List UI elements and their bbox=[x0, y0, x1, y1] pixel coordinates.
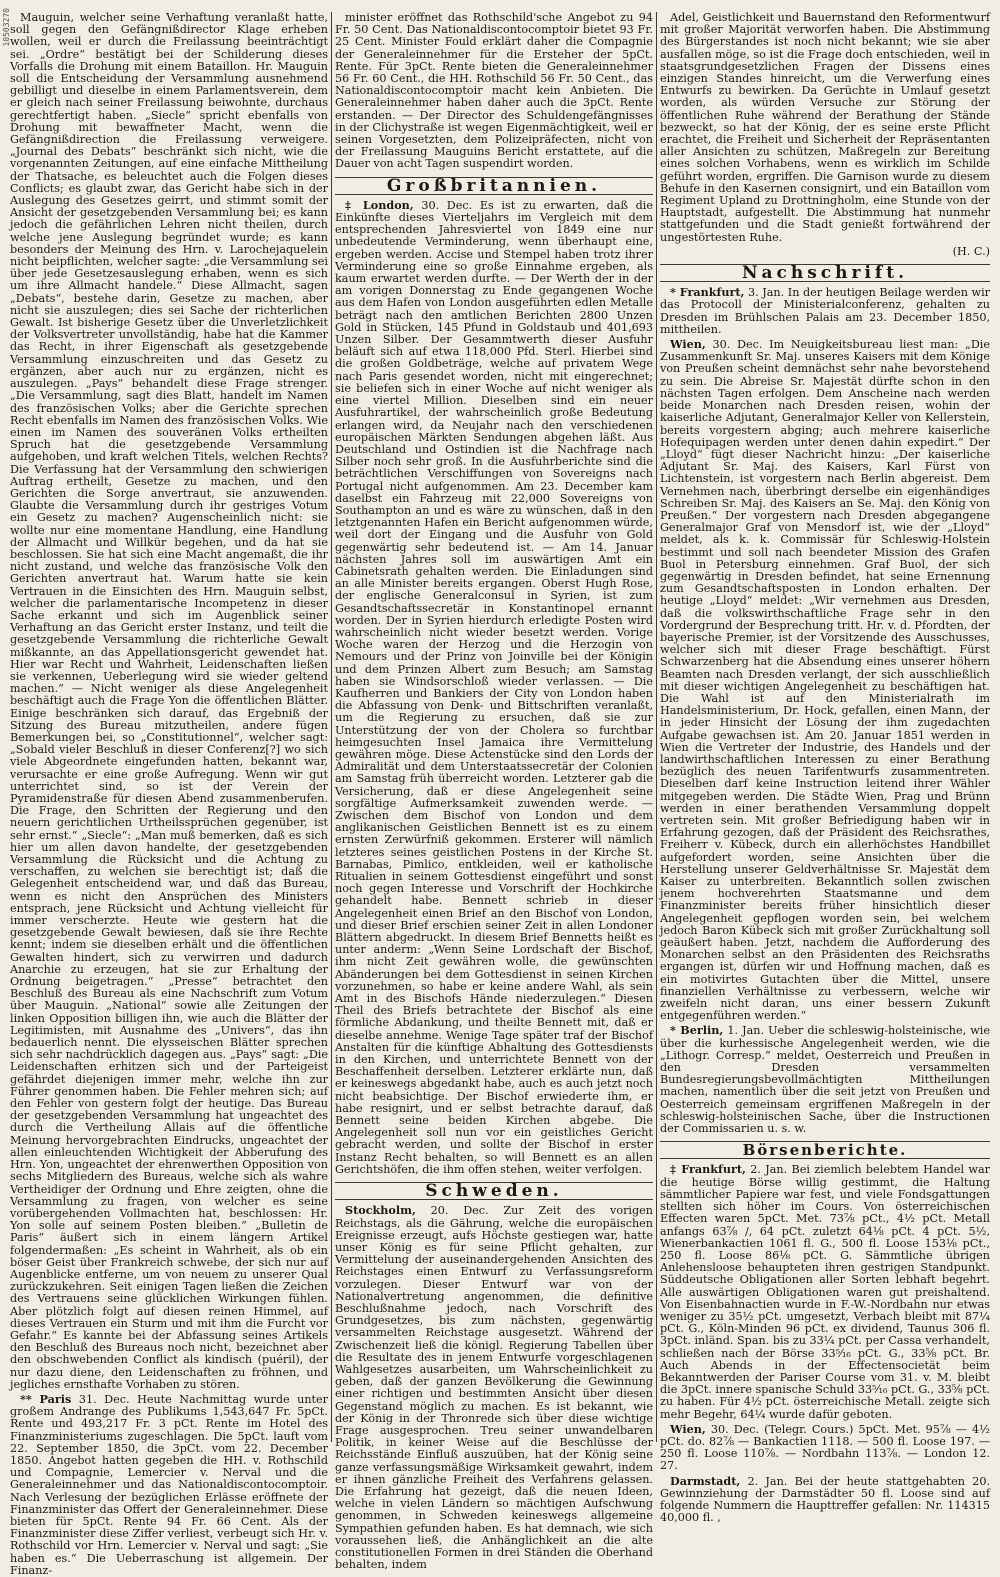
article-paris-continued: minister eröffnet das Rothschild'sche Angebot zu 94 Fr. 50 Cent. Das Nationaldiscontocomptoir bietet 93 Fr. 25 Cent. Minister Fould erklärt daher die Compagnie der Generaleinnehmer für die Ersteher der 5pCt. Rente. Für 3pCt. Rente bieten die Generaleinnehmer 56 Fr. 60 Cent., die HH. Rothschild 56 Fr. 50 Cent., das Nationaldiscontocomptoir macht kein Anbieten. Die Generaleinnehmer haben daher auch die 3pCt. Rente erstanden. — Der Director des Schuldengefängnisses in der Clichystraße ist wegen Eigenmächtigkeit, weil er seinen Vorgesetzten, dem Polizeipräfecten, nicht von der Freilassung Mauguins Bericht erstattete, auf die Dauer von acht Tagen suspendirt worden. bbox=[335, 11, 653, 171]
dateline-wien-exchange: Wien, bbox=[670, 1421, 706, 1436]
scan-id: 10503270 bbox=[2, 8, 11, 47]
article-london bbox=[335, 199, 653, 1176]
article-wien-exchange bbox=[660, 1423, 990, 1473]
dateline-frankfurt-exchange: ‡ Frankfurt, bbox=[670, 1162, 746, 1177]
article-stockholm bbox=[335, 1204, 653, 1571]
dateline-stockholm: Stockholm, bbox=[345, 1203, 416, 1218]
article-frankfurt-exchange-body: 2. Jan. Bei ziemlich belebtem Handel war die heutige Börse willig gestimmt, die Haltung sämmtlicher Papiere war fest, und viele Fondsgattungen stellten sich höher im Cours. Von österreichischen Effecten waren 5pCt. Met. 73⅞ pCt., 4½ pCt. Metall anfangs 63⅞ /, 64 pCt. zuletzt 64⅛ pCt. 4 pCt. 5½, Wienerbankactien 1061 fl. G., 500 fl. Loose 153⅛ pCt., 250 fl. Loose 86⅛ pCt. G. Sämmtliche übrigen Anlehensloose behaupteten ihren gestrigen Standpunkt. Süddeutsche Obligationen aller Sorten lebhaft begehrt. Alle auswärtigen Obligationen waren gut preishaltend. Von Eisenbahnactien wurde in F.-W.-Nordbahn nur etwas weniger zu 35½ pCt. umgesetzt, Verbach bleibt mit 87¼ pCt. G., Köln-Minden 96 pCt. ex dividend, Taunus 306 fl. 3pCt. inländ. Span. bis zu 33¼ pCt. per Cassa verhandelt, schließen nach der Börse 33⁵⁄₁₆ pCt. G., 33⅝ pCt. Br. Auch Abends in der Effectensocietät beim Bekanntwerden der Pariser Course vom 31. v. M. bleibt die 3pCt. innere spanische Schuld 33⁵⁄₁₆ pCt. G., 33⅝ pCt. zu haben. Für 4½ pCt. österreichische Metall. zeigte sich mehr Begehr, 64¼ wurde dafür geboten. bbox=[660, 1163, 990, 1421]
column-3 bbox=[660, 11, 990, 1525]
article-stockholm-continued: Adel, Geistlichkeit und Bauernstand den Reformentwurf mit großer Majorität verworfen haben. Die Abstimmung des Bürgerstandes ist noch nicht bekannt; wie sie aber ausfallen möge, so ist die Frage doch entschieden, weil in staatsgrundgesetzlichen Fragen der Dissens eines einzigen Standes hinreicht, um die Verwerfung eines Entwurfs zu bewirken. Da Gerüchte in Umlauf gesetzt worden, als würden Versuche zur Störung der öffentlichen Ruhe während der Berathung der Stände bezweckt, so hat der König, der es seine erste Pflicht erachtet, die Freiheit und Sicherheit der Repräsentanten aller Ansichten zu schützen, Maßregeln zur Bereitung eines solchen Vorhabens, wenn es wirklich im Schilde geführt worden, ergriffen. Die Garnison wurde zu diesem Behufe in den Kasernen consignirt, und ein Bataillon vom Regiment Upland zu Drottningholm, eine Stunde von der Hauptstadt, aufgestellt. Die Abstimmung hat nunmehr stattgefunden und die Stadt genießt fortwährend der ungestörtesten Ruhe. bbox=[660, 11, 990, 244]
article-darmstadt-body: 2. Jan. Bei der heute stattgehabten 20. Gewinnziehung der Darmstädter 50 fl. Loose sind auf folgende Nummern die Haupttreffer gefallen: Nr. 114315 40,000 fl. , bbox=[660, 1474, 990, 1525]
section-heading-grossbritannien: Großbritannien. bbox=[335, 177, 653, 195]
column-rule bbox=[656, 12, 657, 1442]
dateline-london: ‡ London, bbox=[345, 197, 414, 212]
source-signature: (H. C.) bbox=[952, 244, 990, 258]
dateline-berlin: * Berlin, bbox=[670, 1023, 724, 1038]
article-london-body: 30. Dec. Es ist zu erwarten, daß die Einkünfte dieses Vierteljahrs im Vergleich mit dem entsprechenden Jahresviertel von 1849 eine nur unbedeutende Verminderung, wenn überhaupt eine, ergeben werden. Accise und Stempel haben trotz ihrer Verminderung eine so große Einnahme ergeben, als kaum erwartet werden durfte. — Der Werth der in der am vorigen Donnerstag zu Ende gegangenen Woche aus dem Hafen von London ausgeführten edlen Metalle beträgt nach den amtlichen Berichten 2800 Unzen Gold in Stücken, 145 Pfund in Goldstaub und 401,693 Unzen Silber. Der Gesammtwerth dieser Ausfuhr beläuft sich auf etwa 118,000 Pfd. Sterl. Hierbei sind die großen Goldbeträge, welche auf privatem Wege nach Paris gesendet worden, nicht mit eingerechnet; sie beliefen sich in einer Woche auf nicht weniger als eine viertel Million. Dieselben sind ein neuer Ausfuhrartikel, der wahrscheinlich große Bedeutung erlangen wird, da Neujahr nach den verschiedenen europäischen Märkten Sendungen abgehen läßt. Aus Deutschland und Ostindien ist die Nachfrage nach Silber noch sehr groß. In die Ausfuhrberichte sind die beträchtlichen Verschiffungen von Sovereigns nach Portugal nicht aufgenommen. Am 23. December kam daselbst ein Fahrzeug mit 22,000 Sovereigns von Southampton an und es wäre zu wünschen, daß in den letztgenannten Hafen ein Bericht aufgenommen würde, weil dort der Eingang und die Ausfuhr von Gold gegenwärtig sehr bedeutend ist. — Am 14. Januar nächsten Jahres soll im auswärtigen Amt ein Cabinetsrath gehalten werden. Die Einladungen sind an alle Minister bereits ergangen. Oberst Hugh Rose, der englische Generalconsul in Syrien, ist zum Gesandtschaftssecretär in Konstantinopel ernannt worden. Der in Syrien hierdurch erledigte Posten wird wahrscheinlich nicht wieder besetzt werden. Vorige Woche waren der Herzog und die Herzogin von Nemours und der Prinz von Joinville bei der Königin und dem Prinzen Albert zum Besuch; am Samstag haben sie Windsorschloß wieder verlassen. — Die Kaufherren und Bankiers der City von London haben die Abfassung von Denk- und Bittschriften veranlaßt, um die Regierung zu ersuchen, daß sie zur Unterstützung der von der Cholera so furchtbar heimgesuchten Insel Jamaica ihre Vermittelung gewähren möge. Diese Actenstücke sind den Lords der Admiralität und dem Unterstaatssecretär der Colonien am Samstag früh überreicht worden. Letzterer gab die Versicherung, daß er diese Angelegenheit seine sorgfältige Aufmerksamkeit zuwenden werde. — Zwischen dem Bischof von London und dem anglikanischen Geistlichen Bennett ist es zu einem ernsten Zerwürfniß gekommen. Ersterer will nämlich letzteres seines geistlichen Postens in der Kirche St. Barnabas, Pimlico, entkleiden, weil er katholische Ritualien in seinem Gottesdienst eingeführt und sonst noch gegen Interesse und Vorschrift der Hochkirche gehandelt habe. Bennett schrieb in dieser Angelegenheit einen Brief an den Bischof von London, und dieser Brief erschien seiner Zeit in allen Londoner Blättern abgedruckt. In diesem Brief Bennetts heißt es unter anderm: „Wenn Seine Lordschaft der Bischof, ihm nicht Zeit gewähren wolle, die gewünschten Abänderungen bei dem Gottesdienst in seinen Kirchen vorzunehmen, so habe er keine andere Wahl, als sein Amt in des Bischofs Hände niederzulegen.“ Diesen Theil des Briefs betrachtete der Bischof als eine förmliche Abdankung, und theilte Bennett mit, daß er dieselbe annehme. Wenige Tage später traf der Bischof Anstalten für die künftige Abhaltung des Gottesdiensts in den Kirchen, und unterrichtete Bennett von der Beschaffenheit derselben. Letzterer erklärte nun, daß er keineswegs abgedankt habe, auch es auch jetzt noch nicht beabsichtige. Der Bischof erwiederte ihm, er habe resignirt, und er selbst betrachte darauf, daß Bennett seine beiden Kirchen abgebe. Die Angelegenheit soll nun vor ein geistliches Gericht gebracht werden, und sollte der Bischof in erster Instanz Recht behalten, so will Bennett es an allen Gerichtshöfen, die ihm offen stehen, weiter verfolgen. bbox=[335, 198, 653, 1176]
section-heading-schweden: Schweden. bbox=[335, 1182, 653, 1200]
article-wien bbox=[660, 338, 990, 1022]
article-stockholm-body: 20. Dec. Zur Zeit des vorigen Reichstags, als die Gährung, welche die europäischen Ereignisse erzeugt, aufs Höchste gestiegen war, hatte unser König es für seine Pflicht gehalten, zur Vermittelung der auseinandergehenden Ansichten des Reichstages einen Entwurf zu Verfassungsreform vorzulegen. Dieser Entwurf war von der Nationalvertretung angenommen, die definitive Beschlußnahme jedoch, nach Vorschrift des Grundgesetzes, bis zum nächsten, gegenwärtig versammelten Reichstage ausgesetzt. Während der Zwischenzeit ließ die königl. Regierung Tabellen über die Resultate des in jenem Entwurfe vorgeschlagenen Wahlgesetzes ausarbeiten, um Wahrscheinlichkeit zu geben, daß der ganzen Bevölkerung die Gewinnung einer richtigen und bestimmten Ansicht über diesen Gegenstand möglich zu machen. Es ist bekannt, wie der König in der Thronrede sich über diese wichtige Frage ausgesprochen. Treu seiner unwandelbaren Politik, in keiner Weise auf die Beschlüsse der Reichsstände Einfluß auszuüben, hat der König seine ganze verfassungsmäßige Wirksamkeit gewahrt, indem er ihnen gänzliche Freiheit des Verfahrens gelassen. Die Erfahrung hat gezeigt, daß die neuen Ideen, welche in vielen Ländern so mächtigen Aufschwung genommen, in Schweden keineswegs allgemeine Sympathien gefunden haben. Es hat demnach, wie sich voraussehen ließ, die Anhänglichkeit an die alte constitutionellen Formen in drei Ständen die Oberhand behalten, indem bbox=[335, 1204, 653, 1572]
section-heading-nachschrift: Nachschrift. bbox=[660, 264, 990, 282]
article-paris-body: 31. Dec. Heute Nachmittag wurde unter großem Andrange des Publikums 1,543,647 Fr. 5pCt. Rente und 493,217 Fr. 3 pCt. Rente im Hotel des Finanzministeriums zugeschlagen. Die 5pCt. lauft vom 22. September 1850, die 3pCt. vom 22. December 1850. Angebot hatten gegeben die HH. v. Rothschild und Compagnie, Lemercier v. Nerval und die Generaleinnehmer und das Nationaldiscontocomptoir. Nach Verlesung der bezüglichen Erlässe eröffnete der Finanzminister das Offert der Generaleinnehmer. Diese bieten für 5pCt. Rente 94 Fr. 66 Cent. Als der Finanzminister diese Ziffer verliest, verbeugt sich Hr. v. Rothschild vor Hrn. Lemercier v. Nerval und sagt: „Sie haben es.“ Die Ueberraschung ist allgemein. Der Finanz- bbox=[10, 1392, 329, 1577]
article-frankfurt-exchange bbox=[660, 1163, 990, 1420]
column-2 bbox=[335, 11, 653, 1572]
dateline-darmstadt: Darmstadt, bbox=[670, 1473, 741, 1488]
section-heading-boersenberichte: Börsenberichte. bbox=[660, 1141, 990, 1159]
article-paris-rente bbox=[10, 1393, 328, 1577]
dateline-frankfurt: * Frankfurt, bbox=[670, 285, 745, 300]
column-rule bbox=[331, 12, 332, 1442]
article-frankfurt-postscript bbox=[660, 286, 990, 336]
article-darmstadt bbox=[660, 1475, 990, 1525]
dateline-paris: ** Paris bbox=[20, 1391, 72, 1406]
article-berlin-body: 1. Jan. Ueber die schleswig-holsteinische, wie über die kurhessische Angelegenheit werden, wie die „Lithogr. Corresp.“ meldet, Oesterreich und Preußen in den Dresden versammelten Bundesregierungsbevollmächtigten Mittheilungen machen, namentlich über die seit jetzt von Preußen und Oesterreich gemeinsam ergriffenen Maßregeln in der schleswig-holsteinischen Sache, über die Instructionen der Commissarien u. s. w. bbox=[660, 1024, 990, 1136]
article-france-conflict: Mauguin, welcher seine Verhaftung veranlaßt hatte, soll gegen den Gefängnißdirector Klage erheben wollen, weil er durch die Freilassung beeinträchtigt sei. „Ordre“ bestätigt bei der Schilderung dieses Vorfalls die Drohung mit einem Bataillon. Hr. Mauguin soll die Entscheidung der Versammlung ausnehmend gebilligt und dieselbe in einem Parlamentsverein, dem er gleich nach seiner Freilassung beiwohnte, durchaus gerechtfertigt haben. „Siecle“ spricht ebenfalls von Drohung mit bewaffneter Macht, wenn die Gefängnißdirection die Freilassung verweigere. „Journal des Debats“ beschränkt sich nicht, wie die vorgenannten Zeitungen, auf eine einfache Mittheilung der Thatsache, es beleuchtet auch die Folgen dieses Conflicts; es glaubt zwar, das Gericht habe sich in der Auslegung des Gesetzes geirrt, und stimmt somit der Ansicht der gesetzgebenden Versammlung bei; es kann jedoch die gefährlichen Lehren nicht theilen, durch welche jene Auslegung begründet wurde; es kann besonders der Meinung des Hrn. v. Larochejaquelein nicht beipflichten, welcher sagte: „die Versammlung sei über jede Gesetzesauslegung erhaben, wenn es sich um ihre Allmacht handele.“ Diese Allmacht, sagen „Debats“, bestehe darin, Gesetze zu machen, aber nicht sie auszulegen; dies sei Sache der richterlichen Gewalt. Ist bisherige Gesetz über die Unverletzlichkeit der Volksvertreter unvollständig, habe hat die Kammer das Recht, in ihrer Eigenschaft als gesetzgebende Versammlung einzuschreiten und das Gesetz zu ergänzen, aber auch nur zu ergänzen, nicht es auszulegen. „Pays“ behandelt diese Frage strenger. „Die Versammlung, sagt dies Blatt, handelt im Namen des französischen Volks; aber die Gerichte sprechen Recht ebenfalls im Namen des französischen Volks. Wie einen im Namen des souveränen Volks ertheilten Spruch hat die gesetzgebende Versammlung aufgehoben, und kraft welchen Titels, welchen Rechts? Die Verfassung hat der Versammlung den schwierigen Auftrag ertheilt, Gesetze zu machen, und den Gerichten die Sorge anvertraut, sie anzuwenden. Glaubte die Versammlung durch ihr gestriges Votum ein Gesetz zu machen? Augenscheinlich nicht: sie wollte nur eine momentane Handlung, eine Handlung der Allmacht und Willkür begehen, und da hat sie beschlossen. Sie hat sich eine Macht angemaßt, die ihr nicht zustand, und welche das französische Volk den Gerichten anvertraut hat. Warum hatte sie kein Vertrauen in die Einsichten des Hrn. Mauguin selbst, welcher die parlamentarische Incompetenz in dieser Sache erkannt und sich im Augenblick seiner Verhaftung an das Gericht erster Instanz, und teilt die gesetzgebende Versammlung die richterliche Gewalt mißkannte, an das Appellationsgericht gewendet hat. Hier war Recht und Wahrheit, Leidenschaften ließen sie verkennen, Ueberlegung wird sie wieder geltend machen.“ — Nicht weniger als diese Angelegenheit beschäftigt auch die Frage Yon die öffentlichen Blätter. Einige beschränken sich darauf, das Ergebniß der Sitzung des Bureau mitzutheilen, andere fügen Bemerkungen bei, so „Constitutionnel“, welcher sagt: „Sobald vieler Beschluß in dieser Conferenz[?] wo sich viele Abgeordnete eingefunden hatten, bekannt war, verursachte er eine große Aufregung. Wenn wir gut unterrichtet sind, so ist der Verein der Pyramidenstraße für diesen Abend zusammenberufen. Die Frage, den Schritten der Regierung und den neuern gerichtlichen Urtheilssprüchen gegenüber, ist sehr ernst.“ „Siecle“: „Man muß bemerken, daß es sich hier um allen davon handelte, der gesetzgebenden Versammlung die Rücksicht und die Achtung zu verschaffen, zu welchen sie berechtigt ist; daß die Gelegenheit entscheidend war, und daß das Bureau, wenn es nicht den Ansprüchen des Ministers entsprach, jene Rücksicht und Achtung vielleicht für immer verscherzte. Heute wie gestern hat die gesetzgebende Gewalt bewiesen, daß sie ihre Rechte kennt; indem sie dieselben erhält und die öffentlichen Gewalten hindert, sich zu verwirren und dadurch Anarchie zu erzeugen, hat sie zur Erhaltung der Ordnung beigetragen.“ „Presse“ betrachtet den Beschluß des Bureau als eine Nachschrift zum Votum über Mauguin. „National“ sowie alle Zeitungen der linken Opposition billigen ihn, wie auch die Blätter der Legitimisten, mit Ausnahme des „Univers“, das ihn bedauerlich nennt. Die elysseischen Blätter sprechen sich sehr nachdrücklich dagegen aus. „Pays“ sagt: „Die Leidenschaften erhitzen sich und der Parteigeist gefährdet diejenigen immer mehr, welche ihn zur Führer genommen haben. Die Fehler mehren sich; auf den Fehler von gestern folgt der heutige. Das Bureau der gesetzgebenden Versammlung hat ungeachtet des durch die Vertheilung Allais auf die öffentliche Meinung hervorgebrachten Eindrucks, ungeachtet der allen einleuchtenden Wichtigkeit der Abberufung des Hrn. Yon, ungeachtet der ehrenwerthen Opposition von sechs Mitgliedern des Bureaus, welche sich als wahre Vertheidiger der Ordnung und Ehre zeigten, ohne die Versammlung zu fragen, von welcher es seine vorübergehenden Vollmachten hat, beschlossen: Hr. Yon solle auf seinem Posten bleiben.“ „Bulletin de Paris“ äußert sich in einem längern Artikel folgendermaßen: „Es scheint in Wahrheit, als ob ein böser Geist über Frankreich schwebe, der sich nur auf Augenblicke entferne, um von neuem zu unserer Qual zurückzukehren. Seit einigen Tagen ließen die Zeichen des Vertrauens seine glücklichen Wirkungen fühlen. Aber plötzlich folgt auf diesen reinen Himmel, auf dieses Vertrauen ein Sturm und mit ihm die Furcht vor Gefahr.“ Es kannte bei der Abfassung seines Artikels den Beschluß des Bureaus noch nicht, bezeichnet aber den obschwebenden Conflict als kindisch (puéril), der nur dazu diene, den Leidenschaften zu fröhnen, und jegliches ernsthafte Vorhaben zu stören. bbox=[10, 11, 328, 1391]
article-wien-exchange-body: 30. Dec. (Telegr. Cours.) 5pCt. Met. 95⅞ — 4½ pCt. do. 82⅞ — Bankactien 1118. — 500 fl. Loose 197. — 250 fl. Loose 110⅞. — Nordbahn 113⅞. — London 12. 27. bbox=[660, 1422, 990, 1473]
article-frankfurt-body: 3. Jan. In der heutigen Beilage werden wir das Protocoll der Ministerialconferenz, gehalten zu Dresden im Brühlschen Palais am 23. December 1850, mittheilen. bbox=[660, 286, 990, 336]
article-wien-body: 30. Dec. Im Neuigkeitsbureau liest man: „Die Zusammenkunft Sr. Maj. unseres Kaisers mit dem Könige von Preußen scheint demnächst sehr nahe bevorstehend zu sein. Die Abreise Sr. Majestät dürfte schon in den nächsten Tagen erfolgen. Dem Anscheine nach werden beide Monarchen nach Dresden reisen, wohin der kaiserliche Adjutant, Generalmajor Keller von Kellerstein, bereits vorgestern abging; auch mehrere kaiserliche Hofequipagen werden unter denen dahin expedirt.“ Der „Lloyd“ fügt dieser Nachricht hinzu: „Der kaiserliche Adjutant Sr. Maj. des Kaisers, Karl Fürst von Lichtenstein, ist vorgestern nach Berlin abgereist. Dem Vernehmen nach, überbringt derselbe ein eigenhändiges Schreiben Sr. Maj. des Kaisers an Se. Maj. den König von Preußen.“ Der vorgestern nach Dresden abgegangene Generalmajor Graf von Mensdorf ist, wie der „Lloyd“ meldet, als k. k. Commissär für Schleswig-Holstein bestimmt und soll nach beendeter Mission des Grafen Buol in Petersburg einnehmen. Graf Buol, der sich gegenwärtig in Dresden befindet, hat seine Ernennung zum Gesandtschaftsposten in London erhalten. Der heutige „Lloyd“ meldet: „Wir vernehmen aus Dresden, daß die volkswirthschaftliche Frage sehr in den Vordergrund der Besprechung tritt. Hr. v. d. Pfordten, der bayerische Premier, ist der Vorsitzende des Ausschusses, welcher sich mit dieser Frage beschäftigt. Fürst Schwarzenberg hat die Absendung eines unserer höhern Beamten nach Dresden verlangt, der sich ausschließlich mit dieser wichtigen Angelegenheit zu beschäftigen hat. Die Wahl ist auf den Ministerialrath im Handelsministerium, Dr. Hock, gefallen, einen Mann, der in jeder Hinsicht der Lösung der ihm zugedachten Aufgabe gewachsen ist. Am 20. Januar 1851 werden in Wien die Vertreter der Industrie, des Handels und der landwirthschaftlichen Interessen zu einer Berathung bezüglich des neuen Tarifentwurfs zusammentreten. Dieselben darf keine Instruction leitend ihrer Wähler mitgegeben werden. Die Städte Wien, Prag und Brünn werden in einer berathenden Versammlung doppelt vertreten sein. Mit großer Befriedigung haben wir in Erfahrung gezogen, daß der Präsident des Reichsrathes, Freiherr v. Kübeck, durch ein allerhöchstes Handbillet aufgefordert worden, seine Ansichten über die Herstellung unserer Geldverhältnisse Sr. Majestät dem Kaiser zu unterbreiten. Bekanntlich sollen zwischen jenem hochverehrten Staatsmanne und dem Finanzminister bereits früher hinsichtlich dieser Angelegenheit gepflogen worden sein, bei welchem jedoch Baron Kübeck sich mit großer Zurückhaltung soll geäußert haben. Jetzt, nachdem die Aufforderung des Monarchen selbst an den Präsidenten des Reichsraths ergangen ist, dürfen wir und Hoffnung machen, daß es ein motivirtes Gutachten über die Mittel, unsere finanziellen Verhältnisse zu verbessern, welche wir zweifeln nicht daran, uns einer bessern Zukunft entgegenführen werden.“ bbox=[660, 338, 990, 1023]
dateline-wien: Wien, bbox=[670, 337, 706, 352]
article-berlin bbox=[660, 1024, 990, 1135]
newspaper-page bbox=[10, 11, 990, 1577]
column-1 bbox=[10, 11, 329, 1577]
